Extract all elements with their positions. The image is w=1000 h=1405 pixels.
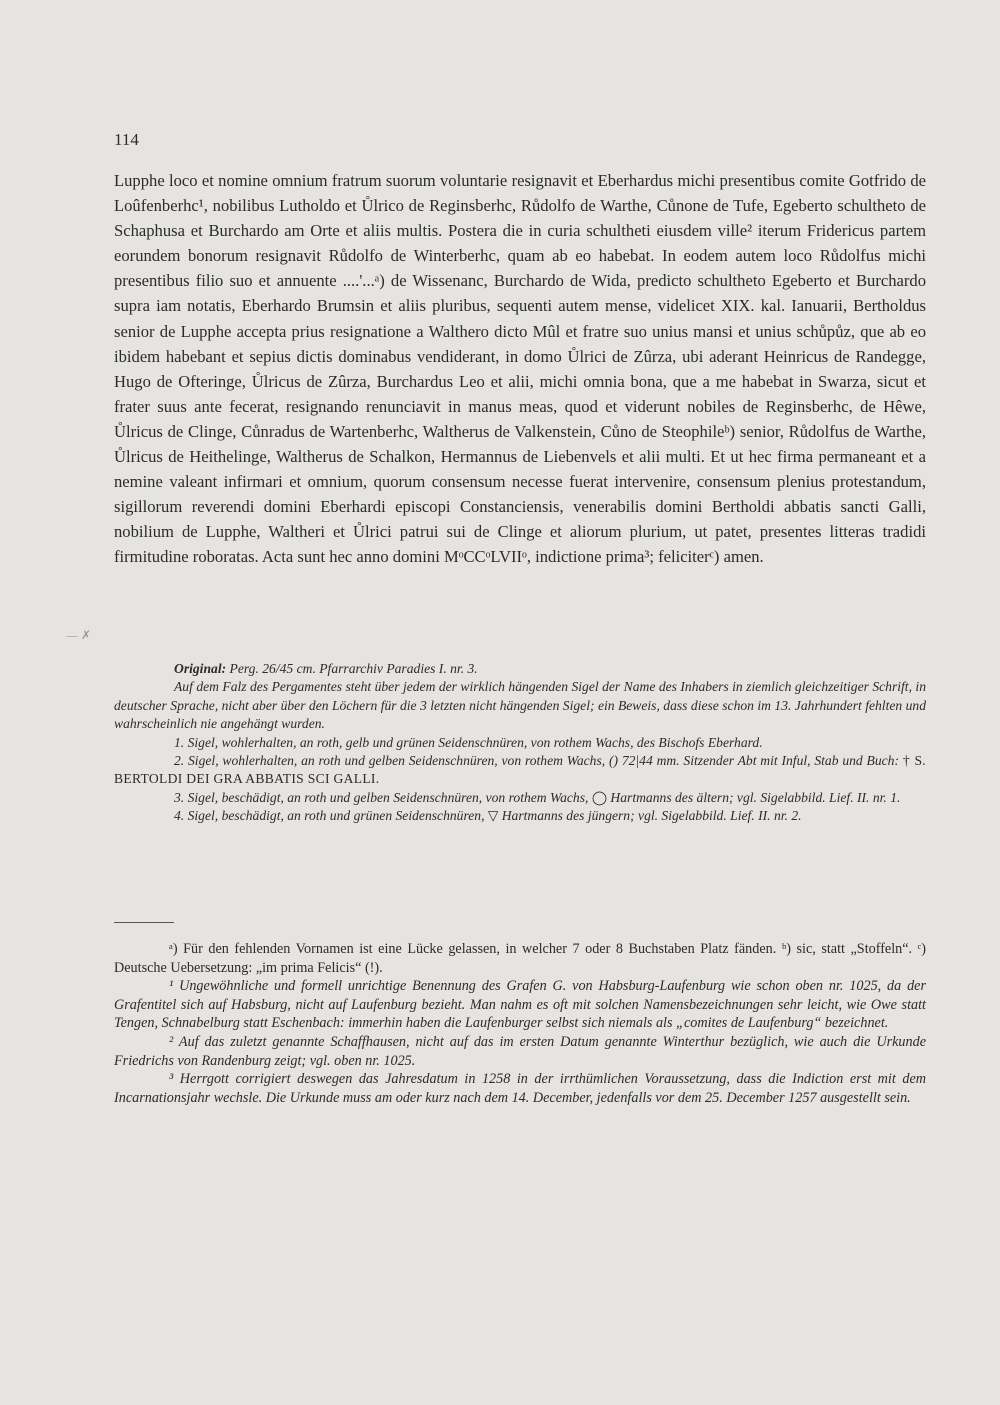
footnote-3: ³ Herrgott corrigiert deswegen das Jahresdatum in 1258 in der irrthümlichen Voraussetzung, dass die Indiction erst mit dem Incarnationsjahr wechsle. Die Urkunde muss am oder kurz nach dem 14. December, jedenfalls vor dem 25. December 1257 ausgestellt sein. (114, 1071, 926, 1106)
original-text: Perg. 26/45 cm. Pfarrarchiv Paradies I. nr. 3. (226, 661, 478, 676)
margin-mark: — ✗ (66, 628, 92, 642)
page-number: 114 (114, 130, 139, 149)
seal-2-description: 2. Sigel, wohlerhalten, an roth und gelben Seidenschnüren, von rothem Wachs, () 72|44 mm. Sitzender Abt mit Inful, Stab und Buch: (174, 753, 903, 769)
seal-3-note: 3. Sigel, beschädigt, an roth und gelben Seidenschnüren, von rothem Wachs, ◯ Hartmanns des ältern; vgl. Sigelabbild. Lief. II. nr. 1. (174, 789, 901, 805)
charter-text: Lupphe loco et nomine omnium fratrum suorum voluntarie resignavit et Eberhardus michi presentibus comite Gotfrido de Loûfenberhc¹, nobilibus Lutholdo et Ůlrico de Reginsberhc, Růdolfo de Warthe, Cůnone de Tufe, Egeberto schultheto de Schaphusa et Burchardo am Orte et aliis multis. Postera die in curia schultheti eiusdem ville² iterum Fridericus partem eorundem bonorum resignavit Růdolfo de Winterberhc, quam ab eo habebat. In eodem autem loco Růdolfus michi presentibus filio suo et annuente ....'...ᵃ) de Wissenanc, Burchardo de Wida, predicto schultheto Egeberto et Burchardo supra iam notatis, Eberhardo Brumsin et aliis pluribus, sequenti autem mense, videlicet XIX. kal. Ianuarii, Bertholdus senior de Lupphe accepta prius resignatione a Walthero dicto Mûl et fratre suo unius mansi et unius schůpůz, que ab eo ibidem habebant et sepius dictis dominabus vendiderant, in domo Ůlrici de Zûrza, ubi aderant Heinricus de Randegge, Hugo de Ofteringe, Ůlricus de Zûrza, Burchardus Leo et alii, michi omnia bona, que a me habebat in Swarza, sicut et frater suus ante fecerat, resignando renunciavit in manus meas, quod et viderunt nobiles de Reginsberhc, de Hêwe, Ůlricus de Clinge, Cůnradus de Wartenberhc, Waltherus de Valkenstein, Cůno de Steophileᵇ) senior, Růdolfus de Warthe, Ůlricus de Heithelinge, Waltherus de Schalkon, Hermannus de Liebenvels et alii multi. Et ut hec firma permaneant et a nemine valeant infirmari et omnium, quorum consensum necesse fuerat intervenire, consensum plenius protestandum, sigillorum reverendi domini Eberhardi episcopi Constanciensis, venerabilis domini Bertholdi abbatis sancti Galli, nobilium de Lupphe, Waltheri et Ůlrici patrui sui de Clinge et aliorum plurium, ut patet, presentes litteras tradidi firmitudine roboratas. Acta sunt hec anno domini MᵒCCᵒLVIIᵒ, indictione prima³; feliciterᶜ) amen. (114, 171, 926, 567)
footnote-1: ¹ Ungewöhnliche und formell unrichtige Benennung des Grafen G. von Habsburg-Laufenburg wie schon oben nr. 1025, da der Grafentitel sich auf Habsburg, nicht auf Laufenburg bezieht. Man nahm es oft mit solchen Namensbezeichnungen sehr leicht, wie Owe statt Tengen, Schnabelburg statt Eschenbach: immerhin haben die Laufenburger selbst sich niemals als „comites de Laufenburg“ bezeichnet. (114, 978, 926, 1032)
seal-4-note: 4. Sigel, beschädigt, an roth und grünen Seidenschnüren, ▽ Hartmanns des jüngern; vgl. Sigelabbild. Lief. II. nr. 2. (174, 808, 802, 824)
footnote-rule (114, 922, 174, 923)
edition-notes (114, 660, 926, 826)
footnote-letters: ᵃ) Für den fehlenden Vornamen ist eine Lücke gelassen, in welcher 7 oder 8 Buchstaben Platz fänden. ᵇ) sic, statt „Stoffeln“. ᶜ) Deutsche Uebersetzung: „im prima Felicis“ (!). (114, 941, 926, 976)
footnote-2: ² Auf das zuletzt genannte Schaffhausen, nicht auf das im ersten Datum genannte Winterthur bezüglich, wie auch die Urkunde Friedrichs von Randenburg zeigt; vgl. oben nr. 1025. (114, 1033, 926, 1069)
seal-2-note (114, 752, 926, 789)
falz-note: Auf dem Falz des Pergamentes steht über jedem der wirklich hängenden Sigel der Name des Inhabers in ziemlich gleichzeitiger Schrift, in deutscher Sprache, nicht aber über den Löchern für die 3 letzten nicht hängenden Sigel; ein Beweis, dass diese schon im 13. Jahrhundert fehlten und wahrscheinlich nie angehängt wurden. (114, 679, 926, 732)
seal-2-legend: † S. BERTOLDI DEI GRA ABBATIS SCI GALLI. (114, 753, 926, 787)
original-note (114, 660, 926, 678)
footnotes (114, 940, 926, 1107)
seal-1-note: 1. Sigel, wohlerhalten, an roth, gelb und grünen Seidenschnüren, von rothem Wachs, des Bischofs Eberhard. (174, 734, 763, 750)
original-label: Original: (174, 661, 227, 676)
